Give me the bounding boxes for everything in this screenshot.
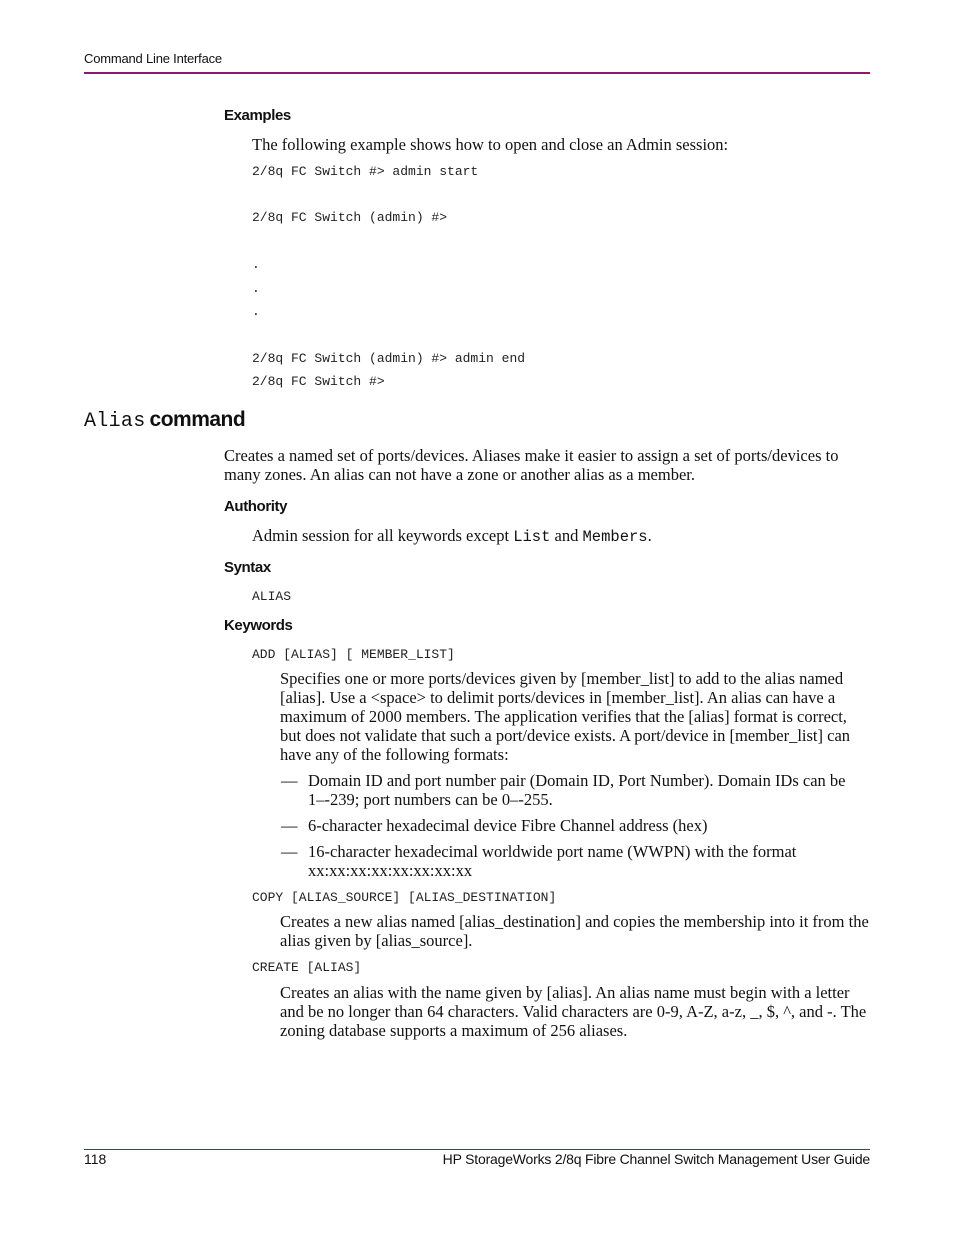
bullet-dash: — — [281, 816, 298, 835]
authority-suffix: . — [647, 526, 652, 545]
syntax-heading: Syntax — [224, 559, 271, 576]
keyword-list: List — [513, 528, 551, 546]
code-line: 2/8q FC Switch (admin) #> — [252, 210, 448, 225]
code-line: . — [252, 257, 260, 272]
keywords-heading: Keywords — [224, 617, 293, 634]
code-line: . — [252, 281, 260, 296]
bullet-item: Domain ID and port number pair (Domain ID, Port Number). Domain IDs can be 1–-239; port numbers can be 0–-255. — [308, 771, 846, 809]
book-title: HP StorageWorks 2/8q Fibre Channel Switch Management User Guide — [442, 1151, 870, 1167]
examples-intro: The following example shows how to open and close an Admin session: — [252, 135, 729, 154]
authority-mid: and — [550, 526, 583, 545]
running-header: Command Line Interface — [84, 51, 222, 66]
keyword-create-description: Creates an alias with the name given by [alias]. An alias name must begin with a letter and be no longer than 64 characters. Valid characters are 0-9, A-Z, a-z, _, $, ^, and -. The zoning database supports a maximum of 256 aliases. — [280, 983, 867, 1040]
header-rule — [84, 72, 870, 74]
code-line: 2/8q FC Switch #> — [252, 374, 385, 389]
authority-prefix: Admin session for all keywords except — [252, 526, 514, 545]
bullet-item: 6-character hexadecimal device Fibre Channel address (hex) — [308, 816, 708, 835]
keyword-add-code: ADD [ALIAS] [ MEMBER_LIST] — [252, 647, 455, 662]
command-word: command — [149, 408, 246, 431]
page-number: 118 — [84, 1151, 107, 1167]
authority-text — [252, 526, 870, 547]
code-line: . — [252, 304, 260, 319]
footer-rule — [84, 1149, 870, 1150]
bullet-dash: — — [281, 842, 298, 861]
keyword-copy-description: Creates a new alias named [alias_destination] and copies the membership into it from the alias given by [alias_source]. — [280, 912, 869, 950]
keyword-members: Members — [582, 528, 648, 546]
keyword-create-code: CREATE [ALIAS] — [252, 960, 362, 975]
syntax-code: ALIAS — [252, 589, 292, 604]
examples-heading: Examples — [224, 107, 291, 124]
command-name: Alias — [84, 410, 146, 433]
code-line: 2/8q FC Switch (admin) #> admin end — [252, 351, 526, 366]
alias-command-heading — [84, 408, 245, 433]
bullet-item: 16-character hexadecimal worldwide port name (WWPN) with the format xx:xx:xx:xx:xx:xx:xx:xx — [308, 842, 797, 880]
code-line: 2/8q FC Switch #> admin start — [252, 164, 479, 179]
keyword-copy-code: COPY [ALIAS_SOURCE] [ALIAS_DESTINATION] — [252, 890, 557, 905]
bullet-dash: — — [281, 771, 298, 790]
authority-heading: Authority — [224, 498, 288, 515]
keyword-add-description: Specifies one or more ports/devices given by [member_list] to add to the alias named [alias]. Use a <space> to delimit ports/devices in [member_list]. An alias can have a maximum of 2000 members. The application verifies that the [alias] format is correct, but does not validate that such a port/device exists. A port/device in [member_list] can have any of the following formats: — [280, 669, 851, 764]
alias-description: Creates a named set of ports/devices. Aliases make it easier to assign a set of ports/devices to many zones. An alias can not have a zone or another alias as a member. — [224, 446, 839, 484]
